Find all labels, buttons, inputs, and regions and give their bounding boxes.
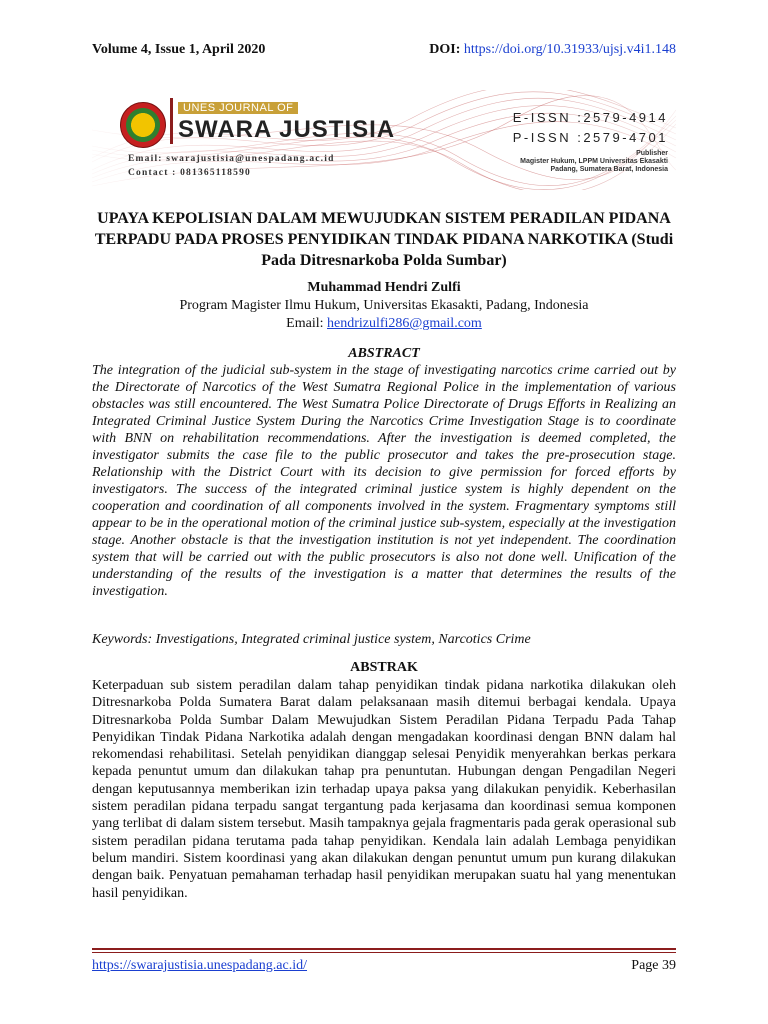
author-email xyxy=(92,316,676,332)
keywords: Keywords: Investigations, Integrated criminal justice system, Narcotics Crime xyxy=(92,632,531,647)
footer-rule-thin xyxy=(92,952,676,953)
email-link[interactable]: hendrizulfi286@gmail.com xyxy=(327,316,482,331)
p-issn: P-ISSN :2579-4701 xyxy=(512,130,668,145)
abstrak-heading: ABSTRAK xyxy=(350,660,418,675)
logo-divider xyxy=(170,98,173,144)
banner-email: Email: swarajustisia@unespadang.ac.id xyxy=(128,154,335,164)
page-number: Page 39 xyxy=(631,958,676,973)
banner-contact: Contact : 081365118590 xyxy=(128,168,251,178)
publisher-line-2: Padang, Sumatera Barat, Indonesia xyxy=(550,166,668,173)
running-header xyxy=(92,42,676,62)
email-label: Email: xyxy=(286,316,327,331)
abstract-heading: ABSTRACT xyxy=(348,346,420,361)
doi-label: DOI: xyxy=(429,42,461,57)
publisher-line-1: Magister Hukum, LPPM Universitas Ekasakti xyxy=(520,158,668,165)
footer-rule xyxy=(92,948,676,950)
article-title: UPAYA KEPOLISIAN DALAM MEWUJUDKAN SISTEM PERADILAN PIDANA TERPADU PADA PROSES PENYIDIKAN TINDAK PIDANA NARKOTIKA (Studi Pada Ditresnarkoba Polda Sumbar) xyxy=(94,210,674,269)
publisher-title: Publisher xyxy=(636,150,668,157)
abstrak-body: Keterpaduan sub sistem peradilan dalam tahap penyidikan tindak pidana narkotika dilakukan oleh Ditresnarkoba Polda Sumatera Barat dalam pelaksanaan masih ditemui berbagai kendala. Upaya Ditresnarkoba Polda Sumbar Dalam Mewujudkan Sistem Peradilan Pidana Terpadu Pada Tahap Penyidikan Tindak Pidana Narkotika adalah dengan mengadakan koordinasi dengan BNN dalam hal rekomendasi rehabilitasi. Setelah penyidikan dianggap selesai Penyidik menyerahkan berkas perkara kepada penuntut umum dan dilakukan tahap pra penuntutan. Hubungan dengan Pengadilan Negeri dengan keputusannya memberikan izin terhadap upaya paksa yang dilakukan penyidik. Keberhasilan sistem peradilan pidana terpadu sangat tergantung pada kerjasama dan koordinasi semua komponen yang terlibat di dalam sistem tersebut. Masih tampaknya gejala fragmentaris pada gerak operasional sub sistem peradilan pidana terutama pada tahap penyidikan. Kendala lain adalah Lembaga penyidikan belum mandiri. Sistem koordinasi yang akan dilakukan dengan penuntut umum pun kurang dilakukan dengan baik. Penyatuan pemahaman terhadap hasil penyidikan merupakan suatu hal yang menentukan hasil penyidikan. xyxy=(92,678,676,901)
footer-journal-link[interactable]: https://swarajustisia.unespadang.ac.id/ xyxy=(92,958,308,973)
doi-link[interactable]: https://doi.org/10.31933/ujsj.v4i1.148 xyxy=(463,42,676,57)
journal-name-small: UNES JOURNAL OF xyxy=(178,102,298,114)
university-seal-icon xyxy=(120,102,166,148)
abstract-body: The integration of the judicial sub-system in the stage of investigating narcotics crime carried out by the Directorate of Narcotics of the West Sumatra Regional Police in the implementation of various obstacles was still encountered. The West Sumatra Police Directorate of Drugs Efforts in Realizing an Integrated Criminal Justice System During the Narcotics Crime Investigation Stage is to coordinate with BNN on rehabilitation recommendations. After the investigation is deemed completed, the investigator submits the case file to the public prosecutor and takes the pre-prosecution stage. Relationship with the District Court with its decision to give permission for forced efforts by investigators. The success of the integrated criminal justice system is highly dependent on the cooperation and coordination of all components involved in the system. Fragmentary symptoms still appear to be in the operational motion of the criminal justice sub-system, especially at the investigation stage. Another obstacle is that the investigation institution is not yet independent. The coordination system that will be carried out with the public prosecutors is also not done well. Unification of the understanding of the results of the investigation is a matter that determines the results of the investigation. xyxy=(92,363,676,599)
author-name: Muhammad Hendri Zulfi xyxy=(307,280,461,295)
journal-name: SWARA JUSTISIA xyxy=(178,116,396,143)
e-issn: E-ISSN :2579-4914 xyxy=(512,110,668,125)
journal-banner xyxy=(92,90,676,190)
author-affiliation: Program Magister Ilmu Hukum, Universitas Ekasakti, Padang, Indonesia xyxy=(179,298,589,313)
volume-issue: Volume 4, Issue 1, April 2020 xyxy=(92,42,266,57)
doi xyxy=(429,42,676,58)
